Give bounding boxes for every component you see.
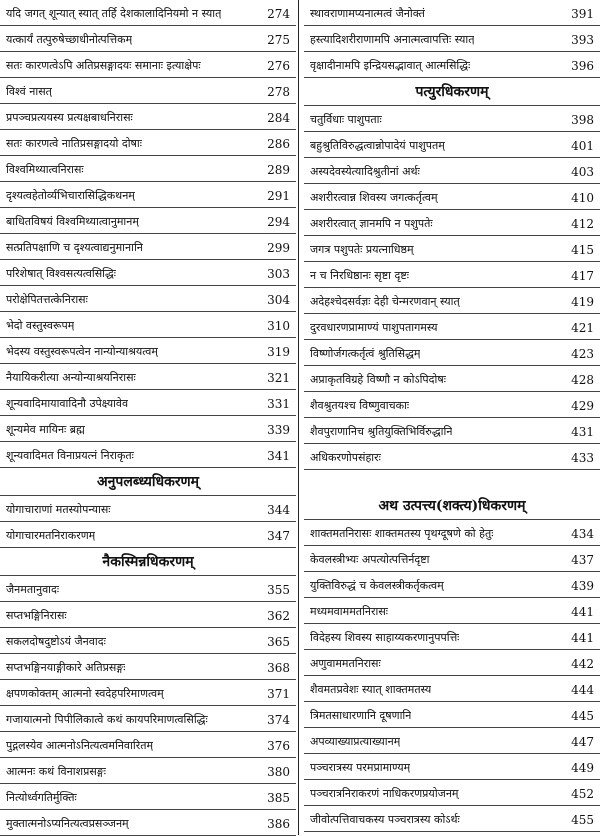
entry-page-number: 385 (267, 791, 290, 805)
entry-title: शून्यवादिमत विनाप्रयत्नं निराकृतः (6, 449, 134, 462)
toc-entry (0, 338, 296, 364)
entry-page-number: 275 (267, 33, 290, 47)
entry-page-number: 431 (571, 425, 594, 439)
entry-page-number: 441 (571, 605, 594, 619)
spacer (304, 470, 600, 492)
section-heading: अथ उत्पत्त्य(शक्त्य)धिकरणम् (304, 492, 600, 520)
entry-page-number: 274 (267, 7, 290, 21)
entry-page-number: 284 (267, 111, 290, 125)
entry-title: शाक्तमतनिरासः शाक्तमतस्य पृथग्दूषणे को हेतुः (310, 527, 494, 540)
entry-page-number: 421 (571, 321, 594, 335)
toc-list (0, 576, 296, 836)
toc-entry (0, 286, 296, 312)
entry-title: वृक्षादीनामपि इन्द्रियसद्भावात् आत्मसिद्धिः (310, 59, 471, 72)
toc-entry (0, 78, 296, 104)
toc-entry (0, 182, 296, 208)
entry-title: पुद्गलस्येव आत्मनोऽनित्यत्वमनिवारितम् (6, 739, 154, 752)
entry-page-number: 398 (571, 113, 594, 127)
entry-page-number: 441 (571, 631, 594, 645)
entry-page-number: 304 (267, 293, 290, 307)
entry-page-number: 412 (571, 217, 594, 231)
entry-page-number: 410 (571, 191, 594, 205)
toc-entry (0, 260, 296, 286)
toc-entry (0, 628, 296, 654)
toc-entry (0, 26, 296, 52)
entry-page-number: 278 (267, 85, 290, 99)
entry-page-number: 294 (267, 215, 290, 229)
entry-title: शून्यवादिमायावादिनौ उपेक्ष्यावेव (6, 397, 129, 410)
left-column (0, 0, 296, 836)
toc-entry (304, 158, 600, 184)
entry-page-number: 439 (571, 579, 594, 593)
entry-page-number: 428 (571, 373, 594, 387)
toc-entry (0, 130, 296, 156)
entry-title: विष्णोर्जगत्कर्तृत्वं श्रुतिसिद्धम् (310, 347, 421, 360)
entry-page-number: 355 (267, 583, 290, 597)
toc-entry (0, 416, 296, 442)
toc-entry (304, 184, 600, 210)
entry-title: अस्यदेवस्येत्यादिश्रुतीनां अर्थः (310, 165, 420, 178)
column-divider (298, 0, 299, 835)
entry-title: मुक्तात्मनोऽप्यनित्यत्वप्रसञ्जनम् (6, 817, 129, 830)
toc-entry (0, 0, 296, 26)
entry-page-number: 303 (267, 267, 290, 281)
entry-title: योगाचारमतनिराकरणम् (6, 529, 96, 542)
entry-page-number: 289 (267, 163, 290, 177)
entry-page-number: 449 (571, 761, 594, 775)
toc-entry (0, 654, 296, 680)
entry-page-number: 423 (571, 347, 594, 361)
right-column (304, 0, 600, 832)
entry-page-number: 380 (267, 765, 290, 779)
entry-page-number: 401 (571, 139, 594, 153)
entry-title: अदेहश्चेदसर्वज्ञः देही चेन्मरणवान् स्यात् (310, 295, 460, 308)
toc-entry (0, 208, 296, 234)
toc-entry (304, 288, 600, 314)
entry-title: स्थावराणामप्यनात्मत्वं जैनोक्तं (310, 7, 425, 20)
toc-entry (0, 602, 296, 628)
entry-page-number: 437 (571, 553, 594, 567)
entry-page-number: 455 (571, 813, 594, 827)
entry-title: योगाचाराणां मतस्योपन्यासः (6, 503, 111, 516)
toc-entry (0, 390, 296, 416)
entry-page-number: 429 (571, 399, 594, 413)
toc-entry (304, 366, 600, 392)
entry-title: चतुर्विधाः पाशुपताः (310, 113, 382, 126)
entry-title: बाधितविषयं विश्वमिथ्यात्वानुमानम् (6, 215, 139, 228)
toc-list (0, 496, 296, 548)
entry-title: सकलदोषदुष्टोऽयं जैनवादः (6, 635, 106, 648)
toc-entry (304, 806, 600, 832)
entry-title: युक्तिविरुद्धं च केवलस्त्रीकर्तृकत्वम् (310, 579, 444, 592)
entry-title: परोक्षेपितत्तत्केनिरासः (6, 293, 88, 306)
toc-entry (0, 758, 296, 784)
entry-page-number: 371 (267, 687, 290, 701)
toc-entry (304, 676, 600, 702)
entry-page-number: 445 (571, 709, 594, 723)
entry-title: अणुवाममतनिरासः (310, 657, 381, 670)
entry-page-number: 321 (267, 371, 290, 385)
section-heading: नैकस्मिन्नधिकरणम् (0, 548, 296, 576)
section-heading: अनुपलब्ध्यधिकरणम् (0, 468, 296, 496)
entry-title: सत्प्रतिपक्षाणि च दृश्यत्वाद्यनुमानानि (6, 241, 143, 254)
toc-entry (0, 732, 296, 758)
toc-entry (304, 780, 600, 806)
entry-title: विदेहस्य शिवस्य साहाय्यकरणानुपपत्तिः (310, 631, 460, 644)
entry-title: पञ्चरात्रस्य परमप्रामाण्यम् (310, 761, 411, 774)
entry-title: नित्योर्ध्वगतिर्मुक्तिः (6, 791, 77, 804)
toc-entry (0, 156, 296, 182)
toc-entry (0, 810, 296, 836)
entry-title: शैवमतप्रवेशः स्यात् शाक्तमतस्य (310, 683, 432, 696)
toc-entry (304, 262, 600, 288)
entry-page-number: 374 (267, 713, 290, 727)
toc-entry (0, 442, 296, 468)
toc-entry (304, 546, 600, 572)
entry-page-number: 442 (571, 657, 594, 671)
entry-page-number: 341 (267, 449, 290, 463)
toc-entry (304, 26, 600, 52)
toc-entry (304, 572, 600, 598)
entry-page-number: 386 (267, 817, 290, 831)
entry-page-number: 393 (571, 33, 594, 47)
entry-page-number: 391 (571, 7, 594, 21)
toc-entry (304, 702, 600, 728)
entry-title: सतः कारणत्वे नातिप्रसङ्गादयो दोषाः (6, 137, 142, 150)
toc-entry (304, 650, 600, 676)
entry-page-number: 319 (267, 345, 290, 359)
entry-title: अशरीरत्वात् ज्ञानमपि न पशुपतेः (310, 217, 433, 230)
entry-title: हस्त्यादिशरीराणामपि अनात्मत्वापत्तिः स्यात् (310, 33, 475, 46)
entry-title: सप्तभङ्गिनिरासः (6, 609, 67, 622)
entry-page-number: 276 (267, 59, 290, 73)
entry-page-number: 344 (267, 503, 290, 517)
toc-entry (304, 444, 600, 470)
entry-page-number: 376 (267, 739, 290, 753)
toc-entry (304, 754, 600, 780)
entry-page-number: 347 (267, 529, 290, 543)
entry-page-number: 396 (571, 59, 594, 73)
entry-page-number: 447 (571, 735, 594, 749)
entry-title: शैवपुराणानिच श्रुतियुक्तिभिर्विरुद्धानि (310, 425, 453, 438)
entry-title: परिशेषात् विश्वसत्यत्वसिद्धिः (6, 267, 116, 280)
toc-entry (0, 576, 296, 602)
entry-page-number: 362 (267, 609, 290, 623)
entry-page-number: 291 (267, 189, 290, 203)
entry-page-number: 286 (267, 137, 290, 151)
entry-title: केवलस्त्रीभ्यः अपत्योत्पत्तिर्नदृष्टा (310, 553, 430, 566)
entry-title: शून्यमेव मायिनः ब्रह्म (6, 423, 85, 436)
toc-entry (304, 392, 600, 418)
entry-page-number: 368 (267, 661, 290, 675)
entry-title: भेदस्य वस्तुस्वरूपत्वेन नान्योन्याश्रयत्वम् (6, 345, 158, 358)
entry-title: जैनमतानुवादः (6, 583, 60, 596)
toc-entry (304, 52, 600, 78)
toc-entry (304, 106, 600, 132)
toc-entry (304, 598, 600, 624)
entry-title: विश्वं नासत् (6, 85, 52, 98)
entry-title: जीवोत्पत्तिवाचकस्य पञ्चरात्रस्य कोऽर्थः (310, 813, 460, 826)
toc-entry (0, 52, 296, 78)
entry-title: आत्मनः कथं विनाशप्रसङ्गः (6, 765, 106, 778)
toc-entry (0, 680, 296, 706)
toc-entry (0, 234, 296, 260)
toc-entry (0, 364, 296, 390)
toc-entry (304, 236, 600, 262)
entry-page-number: 433 (571, 451, 594, 465)
entry-title: गजायात्मनो पिपीलिकात्वे कथं कायपरिमाणत्वसिद्धिः (6, 713, 208, 726)
entry-page-number: 403 (571, 165, 594, 179)
toc-entry (0, 522, 296, 548)
entry-page-number: 310 (267, 319, 290, 333)
entry-title: अशरीरत्वान्न शिवस्य जगत्कर्तृत्वम् (310, 191, 438, 204)
entry-title: पञ्चरात्रनिराकरणं नाधिकरणप्रयोजनम् (310, 787, 459, 800)
entry-title: यत्कार्यं तत्पुरुषेच्छाधीनोत्पत्तिकम् (6, 33, 133, 46)
entry-title: अपव्याख्याप्रत्याख्यानम् (310, 735, 401, 748)
toc-entry (0, 496, 296, 522)
entry-title: अधिकरणोपसंहारः (310, 451, 381, 464)
entry-title: विश्वमिथ्यात्वनिरासः (6, 163, 84, 176)
toc-entry (304, 624, 600, 650)
toc-list (0, 0, 296, 468)
entry-title: मध्यमवाममतनिरासः (310, 605, 389, 618)
section-heading: पत्युरधिकरणम् (304, 78, 600, 106)
toc-entry (304, 0, 600, 26)
entry-page-number: 417 (571, 269, 594, 283)
entry-page-number: 452 (571, 787, 594, 801)
toc-list (304, 106, 600, 470)
entry-page-number: 365 (267, 635, 290, 649)
entry-title: न च निरधिष्ठानः सृष्टा दृष्टः (310, 269, 409, 282)
entry-title: यदि जगत् शून्यात् स्यात् तर्हि देशकालादिनियमो न स्यात् (6, 7, 222, 20)
toc-entry (0, 706, 296, 732)
entry-title: भेदो वस्तुस्वरूपम् (6, 319, 75, 332)
entry-page-number: 444 (571, 683, 594, 697)
entry-title: दुरवधारणप्रामाण्यं पाशुपतागमस्य (310, 321, 438, 334)
toc-entry (0, 104, 296, 130)
entry-title: जगत्र पशुपतेः प्रयत्नाधिष्ठम् (310, 243, 414, 256)
entry-title: नैयायिकरीत्या अन्योन्याश्रयनिरासः (6, 371, 136, 384)
entry-title: दृश्यत्वहेतोर्व्यभिचारासिद्धिकथनम् (6, 189, 135, 202)
toc-entry (0, 312, 296, 338)
entry-page-number: 415 (571, 243, 594, 257)
entry-title: अप्राकृतविग्रहे विष्णौ न कोऽपिदोषः (310, 373, 446, 386)
entry-page-number: 299 (267, 241, 290, 255)
entry-title: क्षपणकोक्तम् आत्मनो स्वदेहपरिमाणत्वम् (6, 687, 164, 700)
toc-entry (0, 784, 296, 810)
toc-list (304, 520, 600, 832)
toc-entry (304, 210, 600, 236)
toc-entry (304, 314, 600, 340)
entry-page-number: 419 (571, 295, 594, 309)
toc-entry (304, 418, 600, 444)
entry-page-number: 434 (571, 527, 594, 541)
entry-title: सतः कारणत्वेऽपि अतिप्रसङ्गादयः समानाः इत्याक्षेपः (6, 59, 201, 72)
entry-title: बहुश्रुतिविरुद्धत्वान्नोपादेयं पाशुपतम् (310, 139, 445, 152)
toc-entry (304, 520, 600, 546)
toc-entry (304, 340, 600, 366)
toc-entry (304, 728, 600, 754)
entry-page-number: 331 (267, 397, 290, 411)
entry-title: प्रपञ्चप्रत्ययस्य प्रत्यक्षबाधनिरासः (6, 111, 133, 124)
toc-entry (304, 132, 600, 158)
entry-title: त्रिमतसाधारणानि दूषणानि (310, 709, 412, 722)
toc-list (304, 0, 600, 78)
entry-title: सप्तभङ्गिनयाङ्गीकारे अतिप्रसङ्गः (6, 661, 126, 674)
entry-title: शैवश्रुतयश्च विष्णुवाचकाः (310, 399, 410, 412)
entry-page-number: 339 (267, 423, 290, 437)
